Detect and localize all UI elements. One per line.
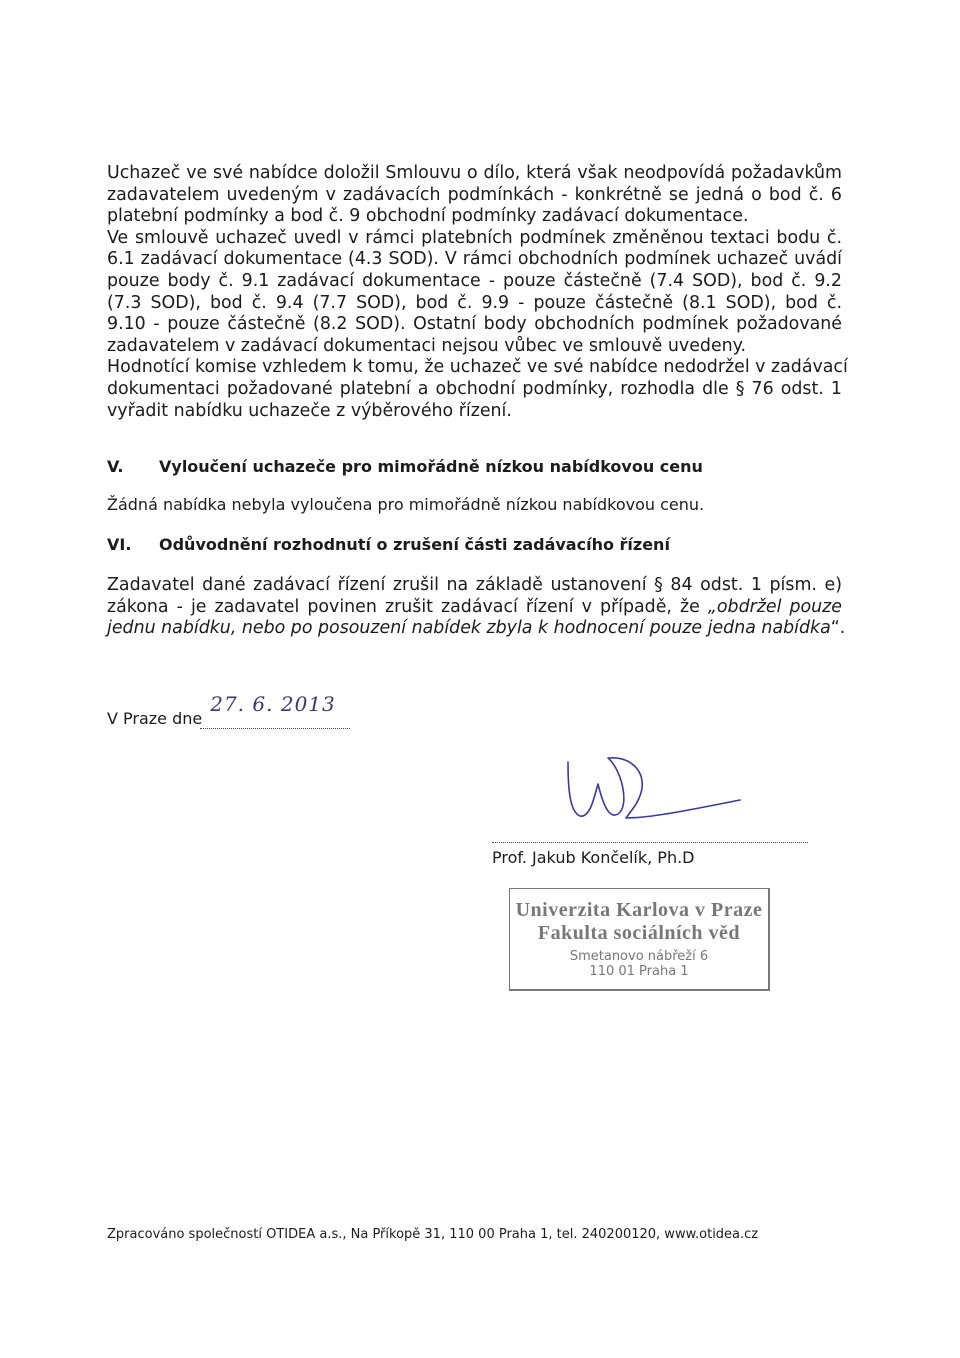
section-heading-v xyxy=(107,457,703,476)
paragraph-line xyxy=(107,618,846,640)
section-number: VI. xyxy=(107,535,132,554)
plain-text: zákona - je zadavatel povinen zrušit zadávací řízení v případě, že xyxy=(107,596,708,617)
stamp-line: 110 01 Praha 1 xyxy=(589,964,689,979)
stamp-line: Fakulta sociálních věd xyxy=(537,922,741,944)
paragraph-line: Zadavatel dané zadávací řízení zrušil na základě ustanovení § 84 odst. 1 písm. e) xyxy=(107,575,842,595)
institution-stamp xyxy=(509,888,770,991)
date-label: V Praze dne xyxy=(107,709,203,728)
section-heading-vi xyxy=(107,535,670,554)
handwritten-date: 27. 6. 2013 xyxy=(210,692,336,716)
signature-dotted-line xyxy=(492,842,808,843)
signer-name: Prof. Jakub Končelík, Ph.D xyxy=(492,848,695,867)
quoted-text: jednu nabídku, nebo po posouzení nabídek zbyla k hodnocení pouze jedna nabídka xyxy=(107,618,831,639)
date-dotted-line xyxy=(200,728,350,729)
paragraph-line: 9.10 - pouze částečně (8.2 SOD). Ostatní body obchodních podmínek požadované xyxy=(107,314,842,335)
section-v-text: Žádná nabídka nebyla vyloučena pro mimořádně nízkou nabídkovou cenu. xyxy=(107,495,705,514)
paragraph-line: zadavatelem v zadávací dokumentaci nejsou vůbec ve smlouvě uvedeny. xyxy=(107,335,747,356)
decision-paragraph xyxy=(107,163,848,422)
section-number: V. xyxy=(107,457,124,476)
quote-end: “. xyxy=(830,618,846,639)
paragraph-line: pouze body č. 9.1 zadávací dokumentace - pouze částečně (7.4 SOD), bod č. 9.2 xyxy=(107,270,842,291)
paragraph-line: Uchazeč ve své nabídce doložil Smlouvu o dílo, která však neodpovídá požadavkům xyxy=(107,163,842,183)
paragraph-line: vyřadit nabídku uchazeče z výběrového řízení. xyxy=(107,400,512,421)
paragraph-line: dokumentaci požadované platební a obchodní podmínky, rozhodla dle § 76 odst. 1 xyxy=(107,378,842,399)
page-footer: Zpracováno společností OTIDEA a.s., Na Příkopě 31, 110 00 Praha 1, tel. 240200120, www.otidea.cz xyxy=(107,1227,759,1242)
paragraph-line: platební podmínky a bod č. 9 obchodní podmínky zadávací dokumentace. xyxy=(107,206,749,227)
section-vi-text xyxy=(107,575,846,640)
stamp-line: Smetanovo nábřeží 6 xyxy=(569,949,709,964)
paragraph-line: (7.3 SOD), bod č. 9.4 (7.7 SOD), bod č. 9.9 - pouze částečně (8.1 SOD), bod č. xyxy=(107,292,842,313)
section-title: Odůvodnění rozhodnutí o zrušení části zadávacího řízení xyxy=(159,535,670,554)
stamp-line: Univerzita Karlova v Praze xyxy=(515,899,763,921)
paragraph-line: Hodnotící komise vzhledem k tomu, že uchazeč ve své nabídce nedodržel v zadávací xyxy=(107,357,848,378)
paragraph-line xyxy=(107,597,842,619)
section-title: Vyloučení uchazeče pro mimořádně nízkou nabídkovou cenu xyxy=(159,457,703,476)
paragraph-line: 6.1 zadávací dokumentace (4.3 SOD). V rámci obchodních podmínek uchazeč uvádí xyxy=(107,249,842,270)
handwritten-signature xyxy=(560,740,760,830)
paragraph-line: Ve smlouvě uchazeč uvedl v rámci platebních podmínek změněnou textaci bodu č. xyxy=(107,227,842,248)
paragraph-line: zadavatelem uvedeným v zadávacích podmínkách - konkrétně se jedná o bod č. 6 xyxy=(107,184,842,205)
quoted-text: „obdržel pouze xyxy=(707,596,843,617)
